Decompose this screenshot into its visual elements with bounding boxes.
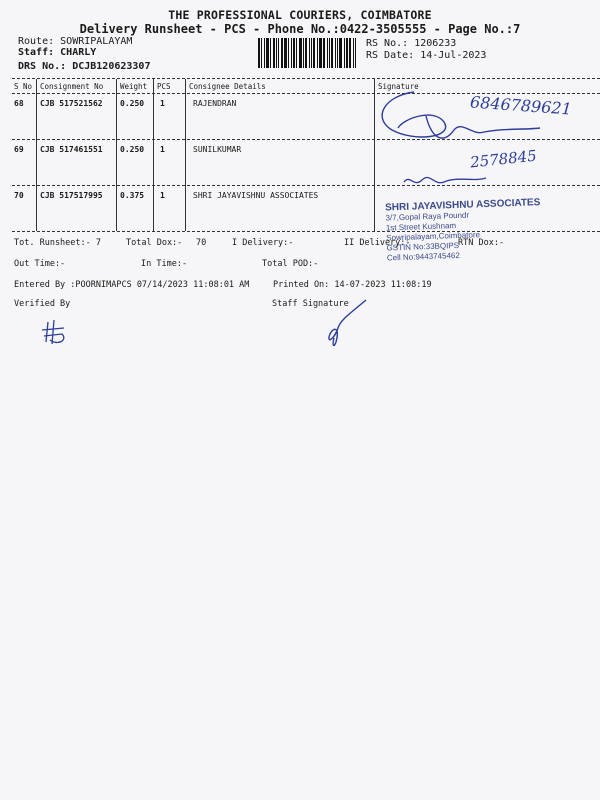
rs-date-value: 14-Jul-2023 bbox=[420, 50, 487, 61]
barcode-bar bbox=[299, 38, 302, 68]
staff-signature bbox=[322, 298, 372, 350]
column-divider bbox=[36, 79, 37, 231]
rtn-dox: RTN Dox:- bbox=[458, 238, 505, 248]
stamp-name: SHRI JAYAVISHNU ASSOCIATES bbox=[384, 197, 541, 214]
route-value: SOWRIPALAYAM bbox=[60, 36, 133, 47]
staff-label: Staff: bbox=[18, 47, 55, 58]
barcode-bar bbox=[258, 38, 260, 68]
row-sno: 70 bbox=[14, 191, 24, 200]
barcode-bar bbox=[303, 38, 304, 68]
row-consignee: RAJENDRAN bbox=[193, 99, 237, 108]
header-consignee: Consignee Details bbox=[189, 82, 266, 91]
header-sno: S No bbox=[14, 82, 33, 91]
barcode-bar bbox=[296, 38, 297, 68]
barcode-bar bbox=[309, 38, 310, 68]
drs-label: DRS No.: bbox=[18, 61, 67, 72]
barcode-bar bbox=[273, 38, 275, 68]
column-divider bbox=[185, 79, 186, 231]
barcode-bar bbox=[284, 38, 287, 68]
row-weight: 0.250 bbox=[120, 99, 145, 108]
row-sno: 68 bbox=[14, 99, 24, 108]
company-name: THE PROFESSIONAL COURIERS, COIMBATORE bbox=[168, 8, 432, 22]
rs-date-line bbox=[366, 50, 486, 61]
barcode-bar bbox=[276, 38, 277, 68]
row-weight: 0.250 bbox=[120, 145, 145, 154]
column-divider bbox=[116, 79, 117, 231]
header-weight: Weight bbox=[120, 82, 148, 91]
stamp-address-2: 1st Street Kushnam bbox=[385, 221, 457, 233]
handwritten-phone: 6846789621 bbox=[469, 92, 573, 119]
barcode-bar bbox=[339, 38, 342, 68]
barcode-bar bbox=[349, 38, 351, 68]
row-consignee: SUNILKUMAR bbox=[193, 145, 242, 154]
total-dox-label: Total Dox:- bbox=[126, 238, 183, 248]
barcode-bar bbox=[288, 38, 289, 68]
barcode-bar bbox=[319, 38, 322, 68]
barcode-bar bbox=[346, 38, 348, 68]
barcode-bar bbox=[261, 38, 262, 68]
barcode-bar bbox=[266, 38, 269, 68]
verifier-signature bbox=[40, 318, 70, 348]
staff-line bbox=[18, 47, 96, 58]
column-divider bbox=[153, 79, 154, 231]
header-consignment: Consignment No bbox=[40, 82, 104, 91]
row-pcs: 1 bbox=[160, 145, 165, 154]
row-consignment: CJB 517521562 bbox=[40, 99, 103, 108]
stamp-address-1: 3/7,Gopal Raya Poundr bbox=[385, 210, 470, 223]
drs-line bbox=[18, 61, 150, 72]
rs-no-value: 1206233 bbox=[414, 38, 457, 49]
verified-by-label: Verified By bbox=[14, 299, 71, 309]
barcode-bar bbox=[264, 38, 265, 68]
row-consignee: SHRI JAYAVISHNU ASSOCIATES bbox=[193, 191, 319, 200]
total-pod: Total POD:- bbox=[262, 259, 319, 269]
signature-scribble bbox=[404, 177, 486, 182]
barcode-bar bbox=[331, 38, 333, 68]
drs-value: DCJB120623307 bbox=[72, 61, 151, 72]
barcode-bar bbox=[270, 38, 271, 68]
barcode-bar bbox=[353, 38, 354, 68]
signature-scribble bbox=[329, 300, 366, 345]
staff-signature-label: Staff Signature bbox=[272, 299, 349, 309]
stamp-cell: Cell No:9443745462 bbox=[386, 250, 460, 263]
staff-value: CHARLY bbox=[60, 47, 97, 58]
signature-scribble bbox=[382, 92, 445, 137]
barcode-bar bbox=[335, 38, 336, 68]
barcode-bar bbox=[317, 38, 318, 68]
barcode bbox=[258, 38, 358, 68]
header-pcs: PCS bbox=[157, 82, 171, 91]
rs-date-label: RS Date: bbox=[366, 50, 415, 61]
row-consignment: CJB 517517995 bbox=[40, 191, 103, 200]
barcode-bar bbox=[281, 38, 283, 68]
barcode-bar bbox=[344, 38, 345, 68]
barcode-bar bbox=[329, 38, 330, 68]
signature-scribble bbox=[42, 320, 64, 344]
row-consignment: CJB 517461551 bbox=[40, 145, 103, 154]
barcode-bar bbox=[305, 38, 307, 68]
in-time: In Time:- bbox=[141, 259, 188, 269]
signature-scribble bbox=[426, 116, 540, 138]
row-pcs: 1 bbox=[160, 191, 165, 200]
barcode-bar bbox=[311, 38, 312, 68]
out-time: Out Time:- bbox=[14, 259, 66, 269]
rs-no-line bbox=[366, 38, 456, 49]
header-signature: Signature bbox=[378, 82, 419, 91]
row-pcs: 1 bbox=[160, 99, 165, 108]
company-stamp bbox=[385, 197, 587, 264]
rs-no-label: RS No.: bbox=[366, 38, 409, 49]
route-line bbox=[18, 36, 132, 47]
barcode-bar bbox=[355, 38, 356, 68]
route-label: Route: bbox=[18, 36, 55, 47]
entered-by: Entered By :POORNIMAPCS 07/14/2023 11:08:01 AM bbox=[14, 280, 250, 290]
barcode-bar bbox=[337, 38, 338, 68]
ii-delivery: II Delivery:- bbox=[344, 238, 411, 248]
row-sno: 69 bbox=[14, 145, 24, 154]
printed-on: Printed On: 14-07-2023 11:08:19 bbox=[273, 280, 432, 290]
barcode-bar bbox=[291, 38, 292, 68]
total-runsheet: Tot. Runsheet:- 7 bbox=[14, 238, 101, 248]
stamp-gstin: GSTIN No:33BQIPS bbox=[386, 240, 460, 253]
handwritten-number: 2578845 bbox=[469, 146, 538, 172]
row-weight: 0.375 bbox=[120, 191, 145, 200]
barcode-bar bbox=[327, 38, 328, 68]
barcode-bar bbox=[323, 38, 325, 68]
barcode-bar bbox=[313, 38, 315, 68]
i-delivery: I Delivery:- bbox=[232, 238, 294, 248]
barcode-bar bbox=[278, 38, 279, 68]
runsheet-title: Delivery Runsheet - PCS - Phone No.:0422-3505555 - Page No.:7 bbox=[79, 22, 521, 36]
stamp-address-3: Sowripalayam,Coimbatore bbox=[386, 230, 481, 243]
total-dox-value: 70 bbox=[196, 238, 207, 248]
barcode-bar bbox=[293, 38, 295, 68]
